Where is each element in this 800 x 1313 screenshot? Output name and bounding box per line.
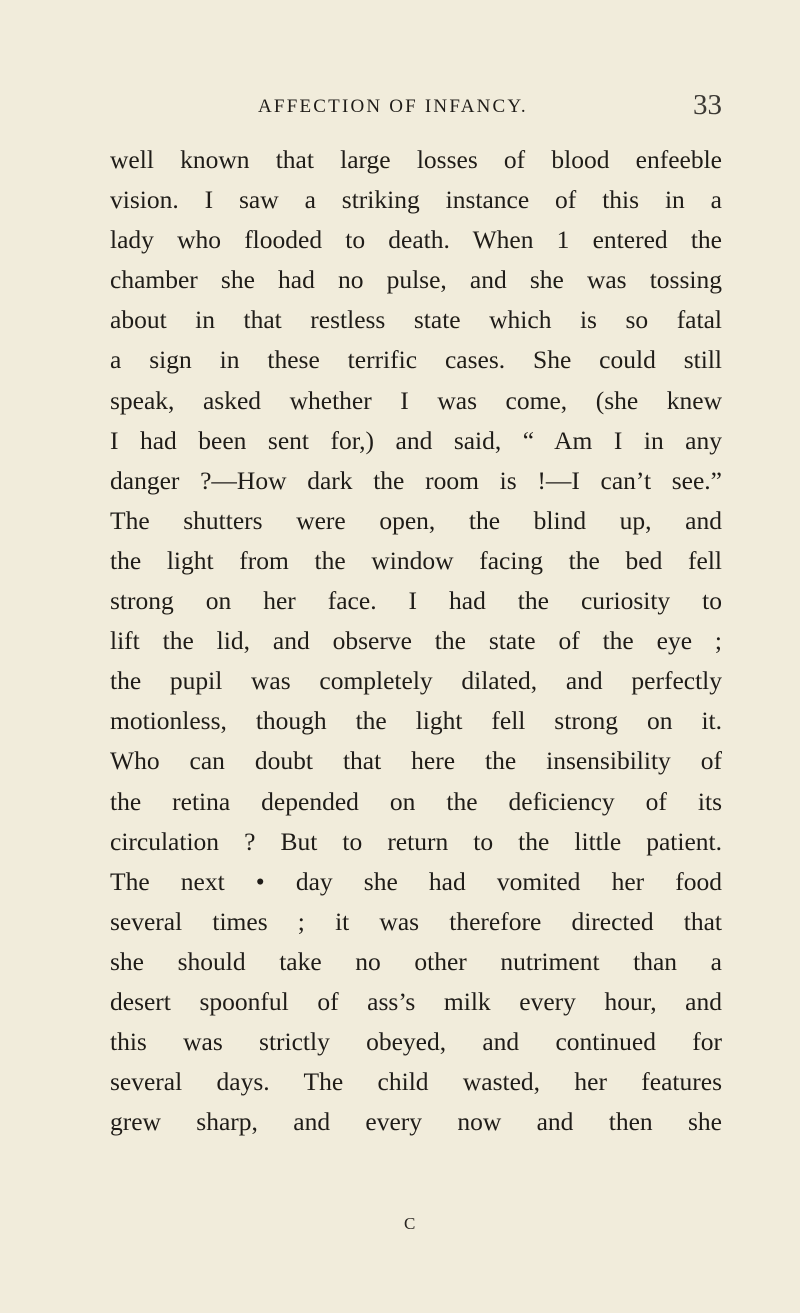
text-line: a sign in these terrific cases. She could still	[110, 345, 722, 375]
text-line: motionless, though the light fell strong on it.	[110, 706, 722, 736]
running-title: AFFECTION OF INFANCY.	[258, 96, 528, 117]
text-line: she should take no other nutriment than a	[110, 946, 722, 976]
text-line: the retina depended on the deficiency of its	[110, 786, 722, 816]
text-line: strong on her face. I had the curiosity to	[110, 586, 722, 616]
text-line: the pupil was completely dilated, and perfectly	[110, 666, 722, 696]
signature-mark: C	[404, 1214, 416, 1233]
text-line: vision. I saw a striking instance of this in a	[110, 185, 722, 215]
text-line: The next • day she had vomited her food	[110, 866, 722, 896]
text-line: well known that large losses of blood enfeeble	[110, 145, 722, 174]
text-line: The shutters were open, the blind up, and	[110, 505, 722, 535]
text-line: grew sharp, and every now and then she	[110, 1107, 722, 1137]
text-line: lift the lid, and observe the state of the eye ;	[110, 626, 722, 656]
running-head	[110, 89, 722, 122]
text-line: danger ?—How dark the room is !—I can’t see.”	[110, 465, 722, 495]
text-line: lady who flooded to death. When 1 entered the	[110, 225, 722, 255]
text-line: Who can doubt that here the insensibility of	[110, 746, 722, 776]
body-text	[110, 140, 722, 1142]
text-line: this was strictly obeyed, and continued for	[110, 1027, 722, 1057]
text-line: about in that restless state which is so fatal	[110, 305, 722, 335]
text-line: several times ; it was therefore directed that	[110, 906, 722, 936]
text-line: I had been sent for,) and said, “ Am I in any	[110, 425, 722, 455]
text-line: speak, asked whether I was come, (she knew	[110, 385, 722, 415]
text-line: circulation ? But to return to the little patient.	[110, 826, 722, 856]
text-line: several days. The child wasted, her features	[110, 1067, 722, 1097]
text-line: the light from the window facing the bed fell	[110, 545, 722, 575]
text-line: desert spoonful of ass’s milk every hour, and	[110, 986, 722, 1016]
page-number: 33	[693, 89, 722, 121]
text-line: chamber she had no pulse, and she was tossing	[110, 265, 722, 295]
